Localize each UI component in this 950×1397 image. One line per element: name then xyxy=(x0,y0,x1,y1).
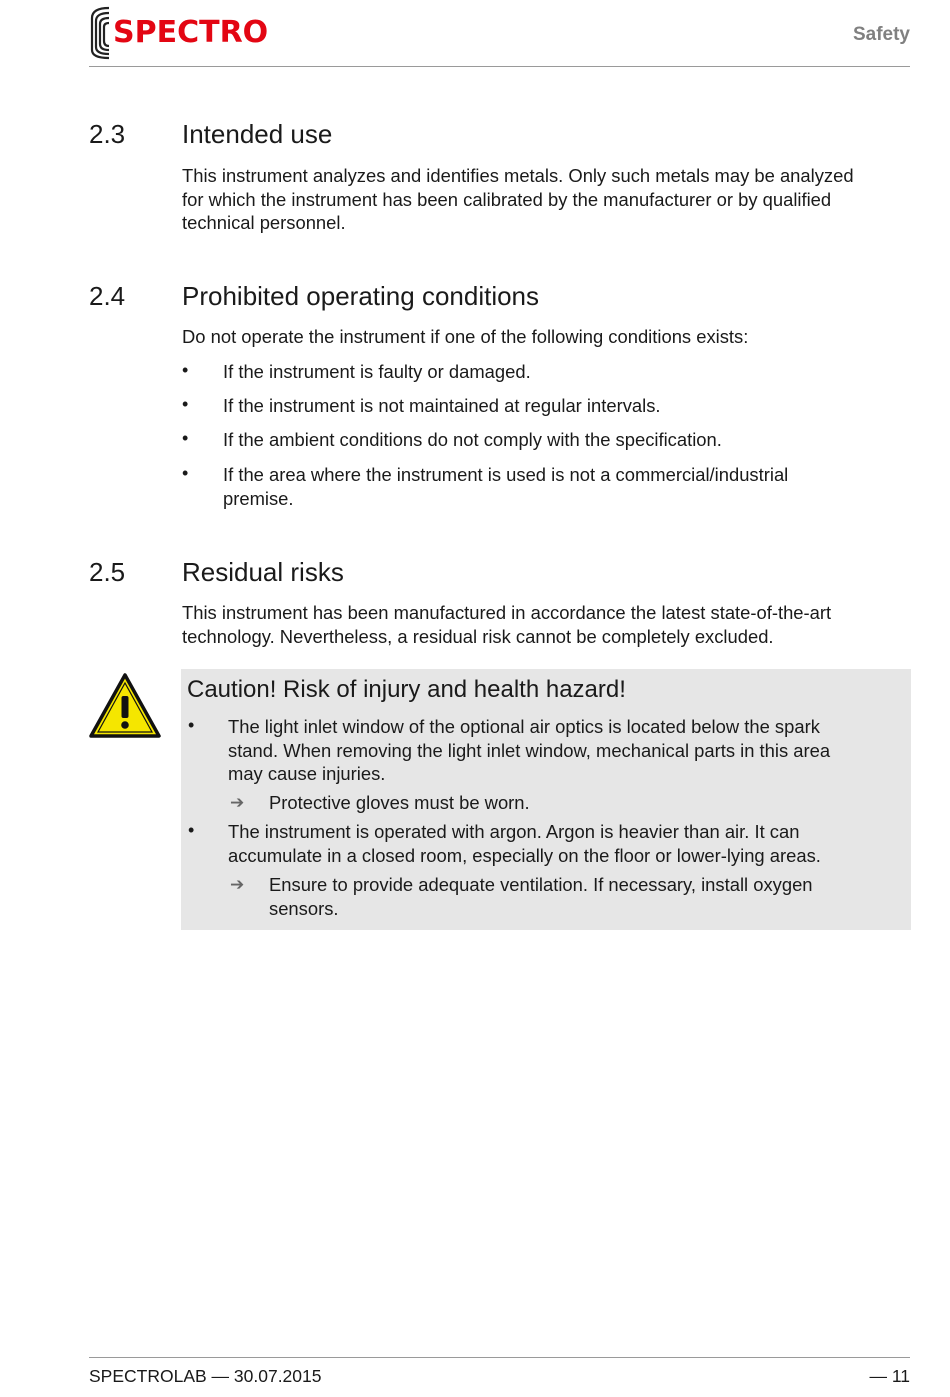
section-2-5-number: 2.5 xyxy=(89,557,126,587)
caution-action-2 xyxy=(269,873,889,920)
text-line: This instrument analyzes and identifies metals. Only such metals may be analyzed xyxy=(182,165,854,186)
header-section-title: Safety xyxy=(852,24,910,45)
caution-item-1 xyxy=(228,715,898,786)
section-2-3-title: Intended use xyxy=(182,119,333,149)
bullet-icon: • xyxy=(188,715,195,735)
text-line: stand. When removing the light inlet window, mechanical parts in this area xyxy=(228,739,831,761)
text-line: The light inlet window of the optional air optics is located below the spark xyxy=(228,716,820,737)
bullet-icon: • xyxy=(188,820,195,840)
text-line: accumulate in a closed room, especially on the floor or lower-lying areas. xyxy=(228,844,821,866)
section-2-3-number: 2.3 xyxy=(89,119,126,149)
section-2-5-text xyxy=(182,601,917,648)
section-2-4-title: Prohibited operating conditions xyxy=(182,281,540,311)
bullet-icon: • xyxy=(182,360,189,380)
list-item: If the ambient conditions do not comply with the specification. xyxy=(223,429,722,450)
warning-triangle-icon xyxy=(88,672,162,740)
text-line: technical personnel. xyxy=(182,212,346,233)
text-line: premise. xyxy=(223,487,294,509)
text-line: may cause injuries. xyxy=(228,763,386,784)
arrow-right-icon: ➔ xyxy=(230,875,245,894)
text-line: Ensure to provide adequate ventilation. If necessary, install oxygen xyxy=(269,874,813,895)
bullet-icon: • xyxy=(182,394,189,414)
section-2-5-title: Residual risks xyxy=(182,557,344,587)
spectro-logo xyxy=(89,6,279,60)
footer-divider xyxy=(89,1357,910,1358)
section-2-3-text xyxy=(182,164,917,235)
caution-action-1: Protective gloves must be worn. xyxy=(269,792,530,813)
bullet-icon: • xyxy=(182,463,189,483)
text-line: The instrument is operated with argon. Argon is heavier than air. It can xyxy=(228,821,800,842)
text-line: sensors. xyxy=(269,897,339,919)
text-line: technology. Nevertheless, a residual risk cannot be completely excluded. xyxy=(182,625,774,647)
bullet-icon: • xyxy=(182,428,189,448)
caution-title: Caution! Risk of injury and health hazard! xyxy=(187,676,626,703)
footer-doc-info: SPECTROLAB — 30.07.2015 xyxy=(89,1366,322,1386)
page-header xyxy=(89,0,910,67)
section-2-4-intro: Do not operate the instrument if one of the following conditions exists: xyxy=(182,326,749,347)
caution-item-2 xyxy=(228,820,898,867)
text-line: This instrument has been manufactured in accordance the latest state-of-the-art xyxy=(182,602,832,623)
list-item xyxy=(223,463,903,510)
arrow-right-icon: ➔ xyxy=(230,793,245,812)
text-line: If the area where the instrument is used is not a commercial/industrial xyxy=(223,464,789,485)
list-item: If the instrument is faulty or damaged. xyxy=(223,361,531,382)
list-item: If the instrument is not maintained at regular intervals. xyxy=(223,395,661,416)
logo-mark-icon xyxy=(89,6,113,60)
logo-wordmark: SPECTRO xyxy=(113,15,269,50)
text-line: for which the instrument has been calibrated by the manufacturer or by qualified xyxy=(182,188,832,210)
section-2-4-number: 2.4 xyxy=(89,281,126,311)
page-number: — 11 xyxy=(869,1366,910,1386)
